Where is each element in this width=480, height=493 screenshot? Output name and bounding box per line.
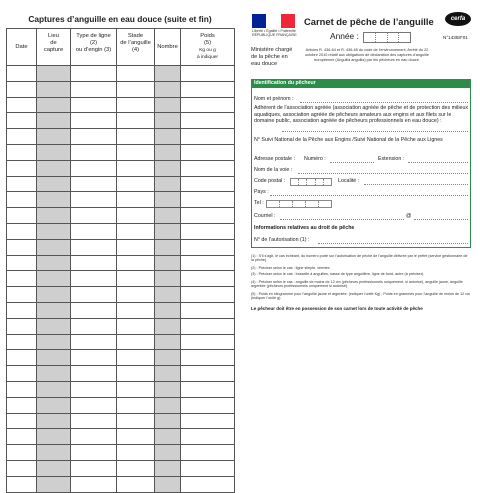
cell-type[interactable] [71,176,117,192]
cell-type[interactable] [71,476,117,492]
table-row [7,160,235,176]
cell-lieu[interactable] [37,255,71,271]
cell-stade[interactable] [117,81,155,97]
cell-stade[interactable] [117,287,155,303]
cell-nombre[interactable] [155,302,181,318]
table-row [7,302,235,318]
footnote-2: (2) : Préciser selon le cas : ligne simple, vermée. [251,266,331,270]
cell-stade[interactable] [117,97,155,113]
cell-date[interactable] [7,144,37,160]
cell-type[interactable] [71,66,117,82]
cell-date[interactable] [7,160,37,176]
form-number: N°14358*01 [443,35,468,40]
cell-stade[interactable] [117,445,155,461]
cell-lieu[interactable] [37,271,71,287]
cell-stade[interactable] [117,192,155,208]
cell-date[interactable] [7,239,37,255]
table-row [7,113,235,129]
header-type: Type de ligne (2) ou d’engin (3) [71,29,117,66]
cell-date[interactable] [7,113,37,129]
cell-type[interactable] [71,429,117,445]
cell-poids[interactable] [181,350,235,366]
cell-type[interactable] [71,192,117,208]
table-row [7,192,235,208]
table-row [7,429,235,445]
table-row [7,381,235,397]
cell-poids[interactable] [181,271,235,287]
tel-field[interactable] [266,200,332,208]
cell-date[interactable] [7,460,37,476]
footnote-5: (5) : Poids en kilogramme pour l’anguille jaune et argentée. (indiquer l’unité Kg) ; Poids en grammes pour l’anguille de moins de 12 cm (indiquer l’unité g). [251,292,471,301]
table-row [7,97,235,113]
cell-poids[interactable] [181,97,235,113]
cell-lieu[interactable] [37,97,71,113]
cell-lieu[interactable] [37,239,71,255]
cell-nombre[interactable] [155,208,181,224]
table-row [7,129,235,145]
code-postal-label: Code postal : [254,178,286,184]
cell-type[interactable] [71,460,117,476]
cell-lieu[interactable] [37,476,71,492]
cell-nombre[interactable] [155,129,181,145]
cell-lieu[interactable] [37,81,71,97]
cell-nombre[interactable] [155,460,181,476]
header-poids: Poids (5) Kg ou g à indiquer [181,29,235,66]
catch-log-table [6,28,235,493]
cell-poids[interactable] [181,66,235,82]
cell-lieu[interactable] [37,366,71,382]
cell-stade[interactable] [117,113,155,129]
cell-lieu[interactable] [37,334,71,350]
cell-stade[interactable] [117,302,155,318]
adresse-label: Adresse postale : [254,156,295,162]
table-row [7,81,235,97]
annee-field[interactable] [363,32,411,43]
cell-poids[interactable] [181,397,235,413]
header-lieu: Lieu de capture [37,29,71,66]
cell-date[interactable] [7,413,37,429]
cell-lieu[interactable] [37,381,71,397]
cell-poids[interactable] [181,176,235,192]
cell-nombre[interactable] [155,192,181,208]
cell-poids[interactable] [181,81,235,97]
cell-poids[interactable] [181,239,235,255]
cell-stade[interactable] [117,429,155,445]
cell-poids[interactable] [181,113,235,129]
cell-date[interactable] [7,81,37,97]
cell-type[interactable] [71,302,117,318]
flag-red [281,14,295,28]
cell-type[interactable] [71,381,117,397]
cell-date[interactable] [7,97,37,113]
cell-nombre[interactable] [155,176,181,192]
cell-date[interactable] [7,176,37,192]
cell-stade[interactable] [117,413,155,429]
table-row [7,445,235,461]
code-postal-field[interactable] [290,178,332,186]
suivi-label: N° Suivi National de la Pêche aux Engins /Suivi National de la Pêche aux Lignes [254,137,443,143]
extension-label: Extension : [378,156,405,162]
cell-type[interactable] [71,208,117,224]
table-row [7,66,235,82]
header-date: Date [7,29,37,66]
footnote-3: (3) : Préciser selon le cas : bosselle à anguilles, nasse de type anguillère, ligne de fond, autre (à préciser). [251,272,425,276]
cell-nombre[interactable] [155,160,181,176]
footnote-1: (1) : S’il s’agit, le cas échéant, du numéro porté sur l’autorisation de pêche de l’anguille délivrée par le préfet (service gestionnaire de la pêche). [251,254,468,263]
cell-nombre[interactable] [155,397,181,413]
cell-stade[interactable] [117,144,155,160]
cell-date[interactable] [7,302,37,318]
cell-nombre[interactable] [155,255,181,271]
cell-poids[interactable] [181,366,235,382]
republique-francaise: Liberté • Égalité • Fraternité RÉPUBLIQUE FRANÇAISE [252,29,297,38]
table-row [7,397,235,413]
cell-nombre[interactable] [155,318,181,334]
cell-date[interactable] [7,445,37,461]
cell-type[interactable] [71,445,117,461]
cell-type[interactable] [71,397,117,413]
cell-type[interactable] [71,223,117,239]
cell-lieu[interactable] [37,144,71,160]
cell-nombre[interactable] [155,287,181,303]
table-row [7,223,235,239]
cell-poids[interactable] [181,476,235,492]
cell-lieu[interactable] [37,113,71,129]
cell-stade[interactable] [117,66,155,82]
cell-lieu[interactable] [37,350,71,366]
cell-lieu[interactable] [37,429,71,445]
cell-stade[interactable] [117,318,155,334]
courriel-field-user[interactable] [280,219,404,220]
cell-date[interactable] [7,318,37,334]
cell-lieu[interactable] [37,176,71,192]
autorisation-field[interactable] [318,243,468,244]
cell-type[interactable] [71,366,117,382]
flag-blue [252,14,266,28]
cell-poids[interactable] [181,208,235,224]
nom-field[interactable] [300,102,468,103]
cell-nombre[interactable] [155,366,181,382]
voie-field[interactable] [298,173,468,174]
pays-label: Pays : [254,189,269,195]
card-title: Carnet de pêche de l’anguille [304,16,434,27]
cell-date[interactable] [7,334,37,350]
adherent-label: Adhérent de l’association agréée (association agréée de pêche et de protection des milieux aquatiques, association agréée de pêcheurs amateurs aux engins et aux filets sur le domaine public, association agréée de pêcheurs professionnels en eau douce) : [254,105,469,125]
cell-date[interactable] [7,381,37,397]
cell-type[interactable] [71,271,117,287]
table-row [7,366,235,382]
cell-stade[interactable] [117,176,155,192]
table-row [7,176,235,192]
voie-label: Nom de la voie : [254,167,293,173]
pays-field[interactable] [270,195,468,196]
cell-stade[interactable] [117,223,155,239]
cell-stade[interactable] [117,397,155,413]
numero-label: Numéro : [304,156,326,162]
cell-lieu[interactable] [37,413,71,429]
table-title: Captures d’anguille en eau douce (suite et fin) [28,14,212,24]
cell-nombre[interactable] [155,113,181,129]
table-row [7,287,235,303]
cell-type[interactable] [71,113,117,129]
cell-lieu[interactable] [37,160,71,176]
cell-stade[interactable] [117,366,155,382]
cell-type[interactable] [71,287,117,303]
cell-stade[interactable] [117,255,155,271]
cell-poids[interactable] [181,413,235,429]
at-sign: @ [406,213,412,219]
cell-lieu[interactable] [37,318,71,334]
cell-lieu[interactable] [37,460,71,476]
cell-lieu[interactable] [37,397,71,413]
cell-lieu[interactable] [37,287,71,303]
courriel-field-domain[interactable] [414,219,468,220]
cell-stade[interactable] [117,239,155,255]
autorisation-label: N° de l’autorisation (1) : [254,237,310,243]
cell-stade[interactable] [117,271,155,287]
nom-label: Nom et prénom : [254,96,294,102]
cell-date[interactable] [7,192,37,208]
table-row [7,476,235,492]
cell-lieu[interactable] [37,445,71,461]
cell-date[interactable] [7,271,37,287]
droit-peche-title: Informations relatives au droit de pêche [254,225,355,231]
cell-nombre[interactable] [155,445,181,461]
table-row [7,334,235,350]
cell-nombre[interactable] [155,66,181,82]
cell-type[interactable] [71,350,117,366]
annee-label: Année : [330,31,359,41]
table-row [7,255,235,271]
cell-date[interactable] [7,350,37,366]
cell-date[interactable] [7,476,37,492]
final-note: Le pêcheur doit être en possession de son carnet lors de toute activité de pêche [251,306,423,311]
tel-label: Tel : [254,200,264,206]
cell-stade[interactable] [117,476,155,492]
table-row [7,239,235,255]
cell-nombre[interactable] [155,223,181,239]
cell-poids[interactable] [181,223,235,239]
localite-label: Localité : [338,178,360,184]
numero-field[interactable] [330,162,374,163]
cell-nombre[interactable] [155,429,181,445]
cell-lieu[interactable] [37,192,71,208]
table-row [7,271,235,287]
legal-articles: Articles R. 436-64 et R. 436-65 du code de l’environnement, Arrêté du 22 octobre 2010 relatif aux obligations de déclaration des captures d’anguille européenne (Anguilla anguilla) par les pêcheurs en eau douce. [305,48,429,62]
cell-lieu[interactable] [37,223,71,239]
cell-poids[interactable] [181,144,235,160]
cell-lieu[interactable] [37,66,71,82]
header-nombre: Nombre [155,29,181,66]
cell-type[interactable] [71,334,117,350]
cell-type[interactable] [71,144,117,160]
cell-type[interactable] [71,255,117,271]
cell-nombre[interactable] [155,271,181,287]
cell-date[interactable] [7,223,37,239]
cell-stade[interactable] [117,208,155,224]
cell-stade[interactable] [117,160,155,176]
cell-date[interactable] [7,366,37,382]
cell-stade[interactable] [117,334,155,350]
courriel-label: Courriel : [254,213,276,219]
table-row [7,350,235,366]
cell-stade[interactable] [117,460,155,476]
cell-type[interactable] [71,413,117,429]
table-row [7,413,235,429]
cell-poids[interactable] [181,192,235,208]
cell-poids[interactable] [181,445,235,461]
section-identification-header: Identification du pêcheur [251,79,471,87]
cell-nombre[interactable] [155,239,181,255]
cell-type[interactable] [71,129,117,145]
adherent-field[interactable] [282,131,468,132]
cell-poids[interactable] [181,334,235,350]
cell-lieu[interactable] [37,208,71,224]
cell-date[interactable] [7,287,37,303]
cell-type[interactable] [71,239,117,255]
table-row [7,460,235,476]
cell-poids[interactable] [181,381,235,397]
cell-type[interactable] [71,160,117,176]
cell-nombre[interactable] [155,334,181,350]
cell-date[interactable] [7,208,37,224]
cerfa-logo-icon: cerfa [445,12,471,26]
cell-nombre[interactable] [155,144,181,160]
footnote-4: (4) : Préciser selon le cas : anguille de moins de 12 cm (pêcheurs professionnels uniquement, si autorisé), anguille jaune, anguille argentée (pêcheurs professionnels uniquement si autorisé). [251,280,463,289]
cell-date[interactable] [7,397,37,413]
cell-type[interactable] [71,97,117,113]
cell-nombre[interactable] [155,81,181,97]
cell-nombre[interactable] [155,97,181,113]
flag-white [266,14,280,28]
cell-date[interactable] [7,255,37,271]
table-row [7,144,235,160]
cell-date[interactable] [7,66,37,82]
table-row [7,318,235,334]
cell-poids[interactable] [181,160,235,176]
cell-lieu[interactable] [37,129,71,145]
ministry-label: Ministère chargé de la pêche en eau douce [251,47,293,67]
cell-date[interactable] [7,129,37,145]
cell-poids[interactable] [181,318,235,334]
localite-field[interactable] [364,184,468,185]
cell-nombre[interactable] [155,381,181,397]
cell-poids[interactable] [181,429,235,445]
cell-stade[interactable] [117,129,155,145]
cell-date[interactable] [7,429,37,445]
cell-lieu[interactable] [37,302,71,318]
marianne-flag-icon [252,14,295,28]
cell-poids[interactable] [181,287,235,303]
cell-nombre[interactable] [155,350,181,366]
cell-poids[interactable] [181,255,235,271]
cell-nombre[interactable] [155,413,181,429]
cell-poids[interactable] [181,460,235,476]
header-stade: Stade de l’anguille (4) [117,29,155,66]
extension-field[interactable] [408,162,468,163]
cell-stade[interactable] [117,350,155,366]
cell-type[interactable] [71,318,117,334]
table-row [7,208,235,224]
cell-type[interactable] [71,81,117,97]
cell-poids[interactable] [181,129,235,145]
cell-stade[interactable] [117,381,155,397]
cell-poids[interactable] [181,302,235,318]
cell-nombre[interactable] [155,476,181,492]
